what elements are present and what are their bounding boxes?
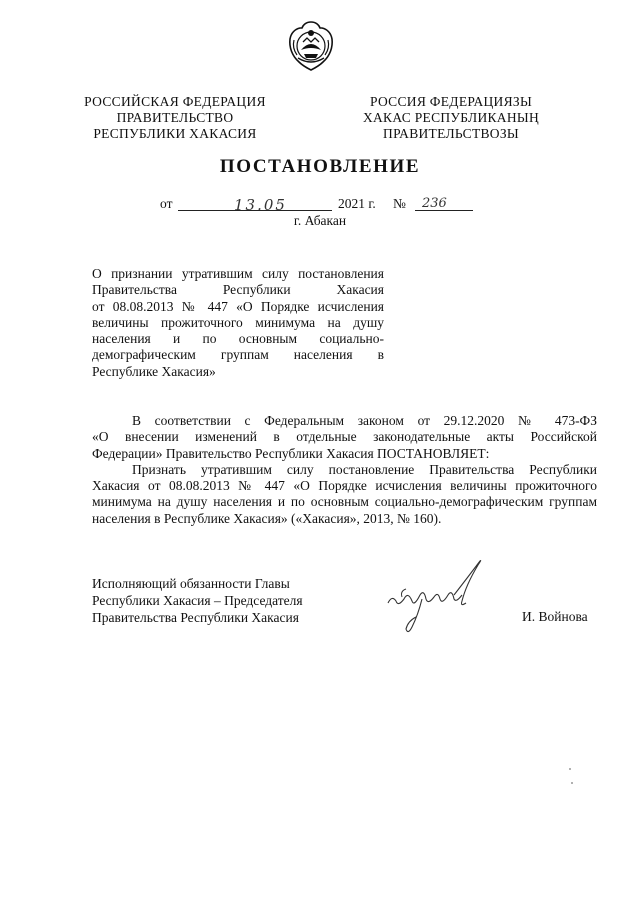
body-text: [92, 413, 597, 527]
coat-of-arms-icon: [286, 20, 336, 72]
city: г. Абакан: [293, 213, 347, 228]
date-from-label: от: [160, 196, 173, 211]
signatory-line: Республики Хакасия – Председателя: [92, 593, 303, 608]
body-line: Федерации» Правительство Республики Хакасия ПОСТАНОВЛЯЕТ:: [92, 445, 490, 461]
date-year: 2021 г.: [338, 196, 376, 211]
document-title: ПОСТАНОВЛЕНИЕ: [219, 156, 421, 177]
body-line: Признать утратившим силу постановление Правительства Республики: [132, 461, 597, 477]
body-line: населения в Республике Хакасия» («Хакасия», 2013, № 160).: [92, 510, 442, 526]
subject-block: [92, 266, 384, 380]
header-ru: [80, 94, 270, 142]
header-ru-line: РЕСПУБЛИКИ ХАКАСИЯ: [93, 126, 257, 141]
signatory-line: Правительства Республики Хакасия: [92, 610, 299, 625]
subject-line: Республике Хакасия»: [92, 363, 216, 379]
header-ru-line: РОССИЙСКАЯ ФЕДЕРАЦИЯ: [84, 94, 266, 109]
signatory-position: [92, 575, 303, 626]
handwritten-date: 13.05: [234, 196, 287, 214]
subject-line: величины прожиточного минимума на душу: [92, 314, 384, 330]
number-label: №: [393, 196, 406, 211]
header-ru-line: ПРАВИТЕЛЬСТВО: [116, 110, 234, 125]
body-line: Хакасия от 08.08.2013 № 447 «О Порядке исчисления величины прожиточного: [92, 478, 597, 494]
signatory-name: И. Войнова: [522, 609, 588, 624]
subject-line: населения и по основным социально-: [92, 331, 384, 347]
subject-line: Правительства Республики Хакасия: [92, 282, 384, 298]
header-kjh: [356, 94, 546, 142]
subject-line: демографическим группам населения в: [92, 347, 384, 363]
signatory-line: Исполняющий обязанности Главы: [92, 576, 290, 591]
body-line: «О внесении изменений в отдельные законодательные акты Российской: [92, 429, 597, 445]
subject-line: О признании утратившим силу постановления: [92, 266, 384, 281]
handwritten-number: 236: [422, 196, 447, 211]
subject-line: от 08.08.2013 № 447 «О Порядке исчисления: [92, 298, 384, 314]
header-kjh-line: РОССИЯ ФЕДЕРАЦИЯЗЫ: [369, 94, 533, 109]
body-line: минимума на душу населения и по основным социально-демографическим группам: [92, 494, 597, 510]
handwritten-signature: [382, 555, 492, 645]
scan-speck: [569, 768, 571, 770]
body-line: В соответствии с Федеральным законом от 29.12.2020 № 473-ФЗ: [132, 413, 597, 428]
header-kjh-line: ХАКАС РЕСПУБЛИКАНЫҢ: [362, 110, 540, 125]
header-kjh-line: ПРАВИТЕЛЬСТВОЗЫ: [383, 126, 519, 141]
scan-speck: [571, 782, 573, 784]
